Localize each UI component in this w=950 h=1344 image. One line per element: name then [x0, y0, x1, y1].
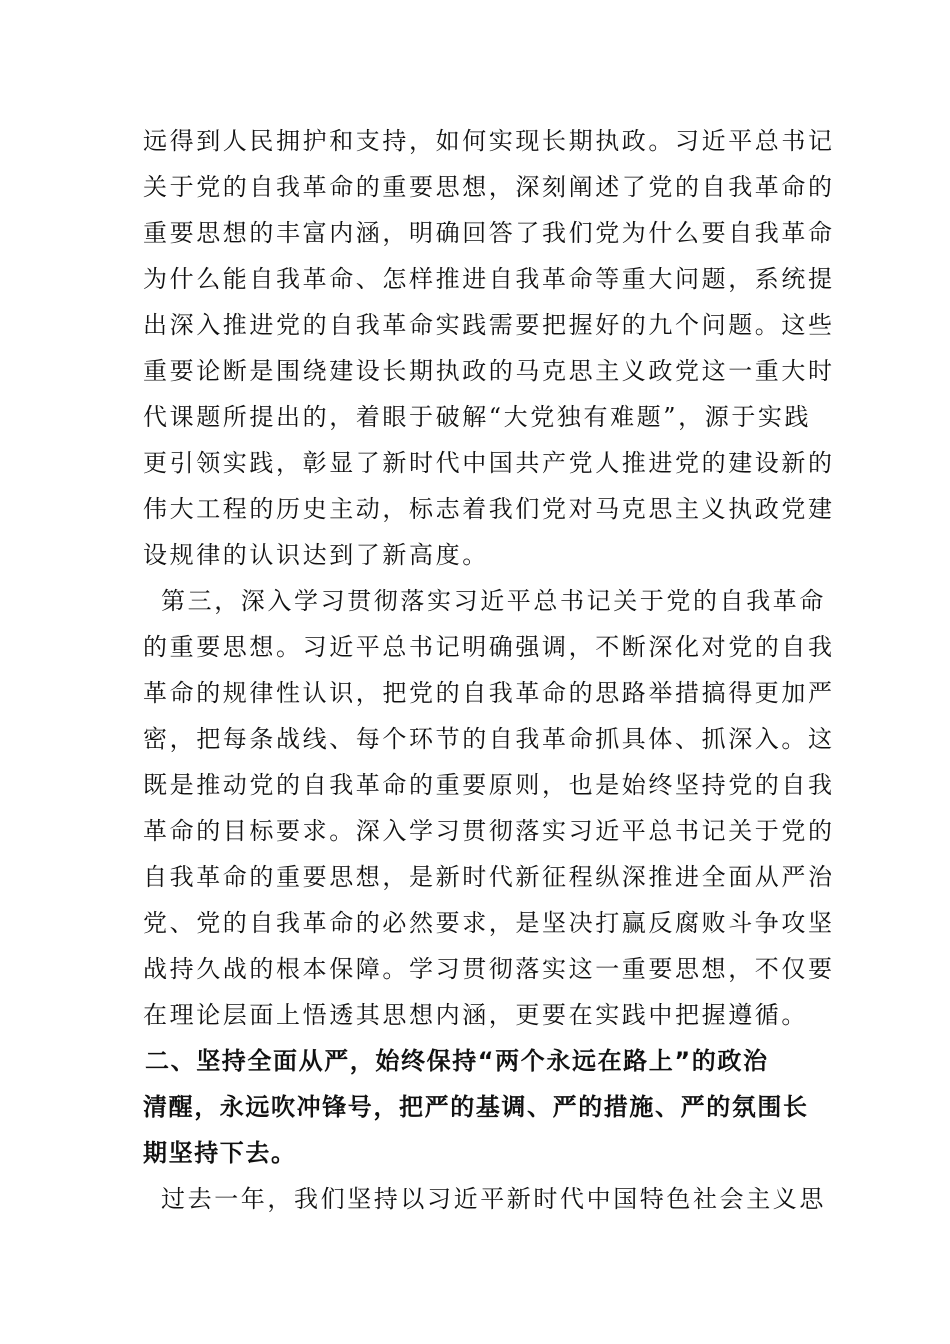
paragraph-line: 的重要思想。习近平总书记明确强调，不断深化对党的自我: [143, 633, 835, 661]
section-heading-two: [143, 1038, 813, 1176]
paragraph-line: 过去一年，我们坚持以习近平新时代中国特色社会主义思: [161, 1185, 826, 1213]
paragraph-third-point: [143, 578, 835, 1038]
paragraph-theory-significance: [143, 118, 835, 578]
paragraph-line: 重要思想的丰富内涵，明确回答了我们党为什么要自我革命: [143, 219, 835, 247]
document-body: [143, 118, 835, 1222]
heading-line: 二、坚持全面从严，始终保持“两个永远在路上”的政治: [145, 1047, 769, 1075]
paragraph-line: 出深入推进党的自我革命实践需要把握好的九个问题。这些: [143, 311, 835, 339]
paragraph-line: 在理论层面上悟透其思想内涵，更要在实践中把握遵循。: [143, 1001, 808, 1029]
heading-line: 清醒，永远吹冲锋号，把严的基调、严的措施、严的氛围长: [143, 1093, 809, 1121]
paragraph-line: 代课题所提出的，着眼于破解“大党独有难题”，源于实践: [143, 403, 812, 431]
paragraph-line: 重要论断是围绕建设长期执政的马克思主义政党这一重大时: [143, 357, 835, 385]
paragraph-line: 密，把每条战线、每个环节的自我革命抓具体、抓深入。这: [143, 725, 835, 753]
paragraph-line: 党、党的自我革命的必然要求，是坚决打赢反腐败斗争攻坚: [143, 909, 835, 937]
heading-line: 期坚持下去。: [143, 1139, 297, 1167]
paragraph-line: 革命的目标要求。深入学习贯彻落实习近平总书记关于党的: [143, 817, 835, 845]
paragraph-line: 更引领实践，彰显了新时代中国共产党人推进党的建设新的: [143, 449, 835, 477]
paragraph-line: 战持久战的根本保障。学习贯彻落实这一重要思想，不仅要: [143, 955, 835, 983]
paragraph-line: 革命的规律性认识，把党的自我革命的思路举措搞得更加严: [143, 679, 835, 707]
paragraph-line: 设规律的认识达到了新高度。: [143, 541, 489, 569]
paragraph-line: 远得到人民拥护和支持，如何实现长期执政。习近平总书记: [143, 127, 835, 155]
paragraph-line: 伟大工程的历史主动，标志着我们党对马克思主义执政党建: [143, 495, 835, 523]
paragraph-line: 自我革命的重要思想，是新时代新征程纵深推进全面从严治: [143, 863, 835, 891]
paragraph-line: 为什么能自我革命、怎样推进自我革命等重大问题，系统提: [143, 265, 835, 293]
paragraph-past-year: [143, 1176, 826, 1222]
paragraph-line: 第三，深入学习贯彻落实习近平总书记关于党的自我革命: [161, 587, 826, 615]
paragraph-line: 既是推动党的自我革命的重要原则，也是始终坚持党的自我: [143, 771, 835, 799]
paragraph-line: 关于党的自我革命的重要思想，深刻阐述了党的自我革命的: [143, 173, 835, 201]
